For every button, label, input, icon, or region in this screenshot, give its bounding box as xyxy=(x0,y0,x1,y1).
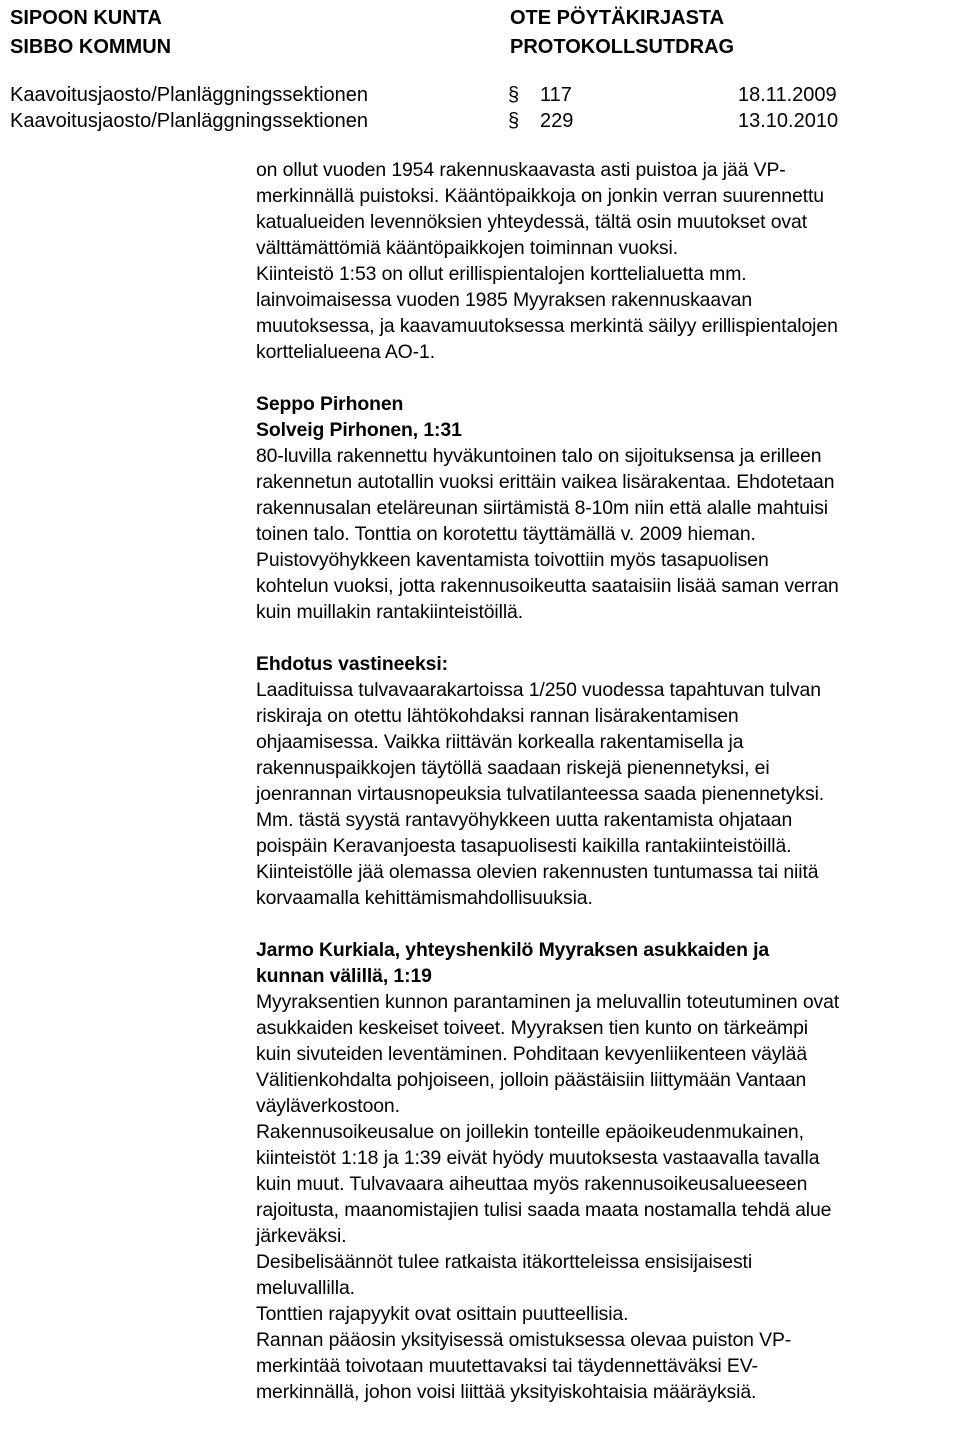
spacer xyxy=(256,911,956,937)
section-symbol: § xyxy=(508,84,520,106)
text-line: asukkaiden keskeiset toiveet. Myyraksen tien kunto on tärkeämpi xyxy=(256,1017,809,1039)
text-line: korttelialueena AO-1. xyxy=(256,341,435,363)
text-line: Välitienkohdalta pohjoiseen, jolloin päästäisiin liittymään Vantaan xyxy=(256,1069,807,1091)
section-reference-row xyxy=(10,82,950,108)
text-line: Kiinteistö 1:53 on ollut erillispientalojen korttelialuetta mm. xyxy=(256,263,747,285)
block-heading: Solveig Pirhonen, 1:31 xyxy=(256,419,462,441)
section-date: 18.11.2009 xyxy=(738,84,837,106)
block-heading: Ehdotus vastineeksi: xyxy=(256,653,448,675)
paragraph-pirhonen xyxy=(256,391,956,625)
text-line: rakennetun autotallin vuoksi erittäin vaikea lisärakentaa. Ehdotetaan xyxy=(256,471,835,493)
text-line: kohtelun vuoksi, jotta rakennusoikeutta saataisiin lisää saman verran xyxy=(256,575,839,597)
section-number: 117 xyxy=(540,84,572,106)
text-line: rajoitusta, maanomistajien tulisi saada maata nostamalla tehdä alue xyxy=(256,1199,832,1221)
document-type xyxy=(510,4,734,62)
text-line: meluvallilla. xyxy=(256,1277,355,1299)
text-line: kiinteistöt 1:18 ja 1:39 eivät hyödy muutoksesta vastaavalla tavalla xyxy=(256,1147,820,1169)
section-number: 229 xyxy=(540,110,574,132)
text-line: järkeväksi. xyxy=(256,1225,347,1247)
document-type-fi: OTE PÖYTÄKIRJASTA xyxy=(510,7,725,29)
text-line: joenrannan virtausnopeuksia tulvatilanteessa saada pienennetyksi. xyxy=(256,783,825,805)
text-line: Myyraksentien kunnon parantaminen ja meluvallin toteutuminen ovat xyxy=(256,991,840,1013)
block-heading: kunnan välillä, 1:19 xyxy=(256,965,432,987)
text-line: merkintää toivotaan muutettavaksi tai täydennettäväksi EV- xyxy=(256,1355,758,1377)
document-body xyxy=(256,157,956,1405)
text-line: kuin muillakin rantakiinteistöillä. xyxy=(256,601,524,623)
text-line: kuin sivuteiden leventäminen. Pohditaan kevyenliikenteen väylää xyxy=(256,1043,808,1065)
municipality-name-sv: SIBBO KOMMUN xyxy=(10,36,172,58)
text-line: rakennuspaikkojen täytöllä saadaan riskejä pienennetyksi, ei xyxy=(256,757,770,779)
text-line: Tonttien rajapyykit ovat osittain puutteellisia. xyxy=(256,1303,629,1325)
section-symbol: § xyxy=(508,110,520,132)
text-line: 80-luvilla rakennettu hyväkuntoinen talo on sijoituksensa ja erilleen xyxy=(256,445,822,467)
paragraph-proposal xyxy=(256,651,956,911)
text-line: välttämättömiä kääntöpaikkojen toiminnan vuoksi. xyxy=(256,237,679,259)
document-type-sv: PROTOKOLLSUTDRAG xyxy=(510,36,735,58)
section-reference-row xyxy=(10,108,950,134)
municipality-name-fi: SIPOON KUNTA xyxy=(10,7,162,29)
block-heading: Seppo Pirhonen xyxy=(256,393,404,415)
text-line: Puistovyöhykkeen kaventamista toivottiin myös tasapuolisen xyxy=(256,549,769,571)
paragraph-residents xyxy=(256,937,956,1405)
text-line: riskiraja on otettu lähtökohdaksi rannan lisärakentamisen xyxy=(256,705,739,727)
text-line: on ollut vuoden 1954 rakennuskaavasta asti puistoa ja jää VP- xyxy=(256,159,786,181)
text-line: kuin muut. Tulvavaara aiheuttaa myös rakennusoikeusalueeseen xyxy=(256,1173,808,1195)
municipality-name xyxy=(10,4,171,62)
paragraph-intro xyxy=(256,157,956,365)
spacer xyxy=(256,365,956,391)
section-date: 13.10.2010 xyxy=(738,110,839,132)
text-line: muutoksessa, ja kaavamuutoksessa merkintä säilyy erillispientalojen xyxy=(256,315,838,337)
text-line: Rakennusoikeusalue on joillekin tonteille epäoikeudenmukainen, xyxy=(256,1121,804,1143)
text-line: katualueiden levennöksien yhteydessä, tältä osin muutokset ovat xyxy=(256,211,807,233)
text-line: Mm. tästä syystä rantavyöhykkeen uutta rakentamista ohjataan xyxy=(256,809,793,831)
text-line: Rannan pääosin yksityisessä omistuksessa olevaa puiston VP- xyxy=(256,1329,792,1351)
block-heading: Jarmo Kurkiala, yhteyshenkilö Myyraksen asukkaiden ja xyxy=(256,939,770,961)
text-line: Kiinteistölle jää olemassa olevien rakennusten tuntumassa tai niitä xyxy=(256,861,819,883)
section-committee: Kaavoitusjaosto/Planläggningssektionen xyxy=(10,110,369,132)
text-line: merkinnällä puistoksi. Kääntöpaikkoja on jonkin verran suurennettu xyxy=(256,185,824,207)
text-line: Laadituissa tulvavaarakartoissa 1/250 vuodessa tapahtuvan tulvan xyxy=(256,679,821,701)
text-line: poispäin Keravanjoesta tasapuolisesti kaikilla rantakiinteistöillä. xyxy=(256,835,792,857)
document-header xyxy=(10,4,950,64)
text-line: lainvoimaisessa vuoden 1985 Myyraksen rakennuskaavan xyxy=(256,289,753,311)
section-references xyxy=(10,82,950,134)
text-line: Desibelisäännöt tulee ratkaista itäkortteleissa ensisijaisesti xyxy=(256,1251,753,1273)
text-line: korvaamalla kehittämismahdollisuuksia. xyxy=(256,887,593,909)
section-committee: Kaavoitusjaosto/Planläggningssektionen xyxy=(10,84,369,106)
text-line: merkinnällä, johon voisi liittää yksityiskohtaisia määräyksiä. xyxy=(256,1381,757,1403)
text-line: ohjaamisessa. Vaikka riittävän korkealla rakentamisella ja xyxy=(256,731,744,753)
text-line: väyläverkostoon. xyxy=(256,1095,400,1117)
text-line: toinen talo. Tonttia on korotettu täyttämällä v. 2009 hieman. xyxy=(256,523,756,545)
spacer xyxy=(256,625,956,651)
text-line: rakennusalan eteläreunan siirtämistä 8-10m niin että alalle mahtuisi xyxy=(256,497,829,519)
